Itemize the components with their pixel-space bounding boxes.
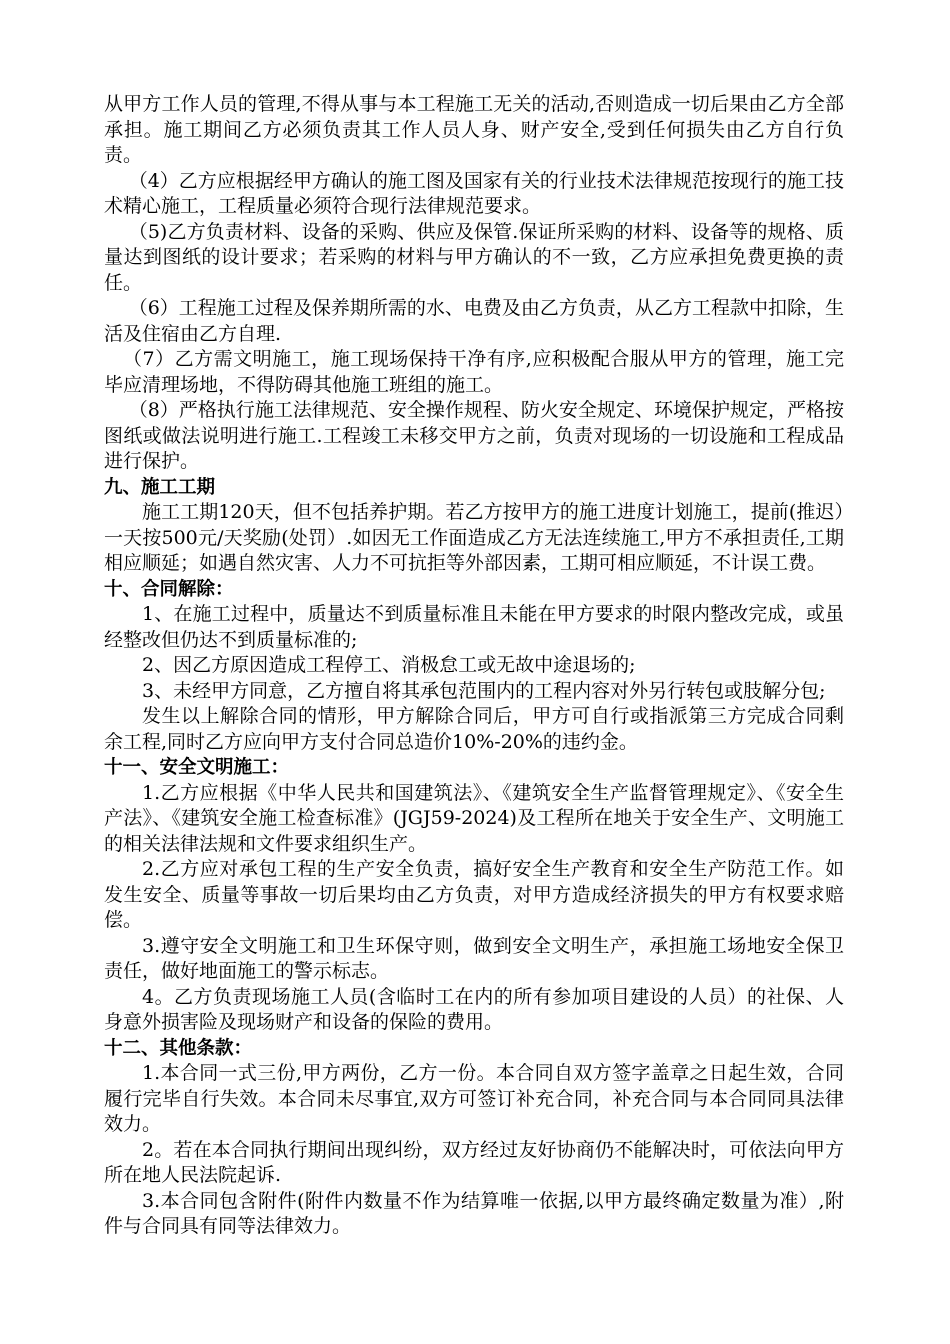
contract-paragraph: 1、在施工过程中，质量达不到质量标准且未能在甲方要求的时限内整改完成，或虽经整改但仍达不到质量标准的;: [104, 603, 844, 651]
contract-paragraph: 2.乙方应对承包工程的生产安全负责，搞好安全生产教育和安全生产防范工作。如发生安全、质量等事故一切后果均由乙方负责，对甲方造成经济损失的甲方有权要求赔偿。: [104, 858, 844, 931]
section-heading: 十、合同解除：: [104, 578, 234, 600]
contract-paragraph: 3、未经甲方同意，乙方擅自将其承包范围内的工程内容对外另行转包或肢解分包;: [142, 679, 826, 702]
section-heading: 九、施工工期: [104, 476, 216, 498]
contract-paragraph: （4）乙方应根据经甲方确认的施工图及国家有关的行业技术法律规范按现行的施工技术精心施工，工程质量必须符合现行法律规范要求。: [104, 169, 844, 217]
contract-paragraph: （7）乙方需文明施工，施工现场保持干净有序,应积极配合服从甲方的管理，施工完毕应清理场地，不得防碍其他施工班组的施工。: [104, 348, 844, 396]
section-heading: 十二、其他条款：: [104, 1037, 253, 1059]
contract-paragraph: （8）严格执行施工法律规范、安全操作规程、防火安全规定、环境保护规定，严格按图纸或做法说明进行施工.工程竣工未移交甲方之前，负责对现场的一切设施和工程成品进行保护。: [104, 399, 844, 472]
contract-paragraph: （5)乙方负责材料、设备的采购、供应及保管.保证所采购的材料、设备等的规格、质量达到图纸的设计要求；若采购的材料与甲方确认的不一致，乙方应承担免费更换的责任。: [104, 220, 844, 294]
section-heading: 十一、安全文明施工：: [104, 757, 290, 778]
contract-paragraph: 4。乙方负责现场施工人员(含临时工在内的所有参加项目建设的人员）的社保、人身意外损害险及现场财产和设备的保险的费用。: [104, 985, 844, 1033]
contract-paragraph: 1.乙方应根据《中华人民共和国建筑法》、《建筑安全生产监督管理规定》、《安全生产法》、《建筑安全施工检查标准》(JGJ59-2024)及工程所在地关于安全生产、文明施工的相关法律法规和文件要求组织生产。: [104, 781, 844, 855]
contract-page: [104, 92, 844, 1240]
contract-paragraph: 2、因乙方原因造成工程停工、消极怠工或无故中途退场的;: [142, 654, 636, 676]
contract-paragraph: 3.本合同包含附件(附件内数量不作为结算唯一依据,以甲方最终确定数量为准）,附件与合同具有同等法律效力。: [104, 1189, 844, 1237]
contract-paragraph: 施工工期120天，但不包括养护期。若乙方按甲方的施工进度计划施工，提前(推迟）一天按500元/天奖励(处罚）.如因无工作面造成乙方无法连续施工,甲方不承担责任,工期相应顺延；如遇自然灾害、人力不可抗拒等外部因素，工期可相应顺延，不计误工费。: [104, 501, 844, 574]
contract-paragraph: 1.本合同一式三份,甲方两份，乙方一份。本合同自双方签字盖章之日起生效，合同履行完毕自行失效。本合同未尽事宜,双方可签订补充合同，补充合同与本合同同具法律效力。: [104, 1062, 844, 1135]
contract-paragraph: 从甲方工作人员的管理,不得从事与本工程施工无关的活动,否则造成一切后果由乙方全部承担。施工期间乙方必须负责其工作人员人身、财产安全,受到任何损失由乙方自行负责。: [104, 93, 844, 166]
contract-paragraph: 发生以上解除合同的情形，甲方解除合同后，甲方可自行或指派第三方完成合同剩余工程,同时乙方应向甲方支付合同总造价10%-20%的违约金。: [104, 705, 844, 753]
contract-paragraph: （6）工程施工过程及保养期所需的水、电费及由乙方负责，从乙方工程款中扣除，生活及住宿由乙方自理.: [104, 297, 844, 345]
contract-paragraph: 2。若在本合同执行期间出现纠纷，双方经过友好协商仍不能解决时，可依法向甲方所在地人民法院起诉.: [104, 1138, 844, 1186]
contract-paragraph: 3.遵守安全文明施工和卫生环保守则，做到安全文明生产，承担施工场地安全保卫责任，做好地面施工的警示标志。: [104, 934, 844, 982]
